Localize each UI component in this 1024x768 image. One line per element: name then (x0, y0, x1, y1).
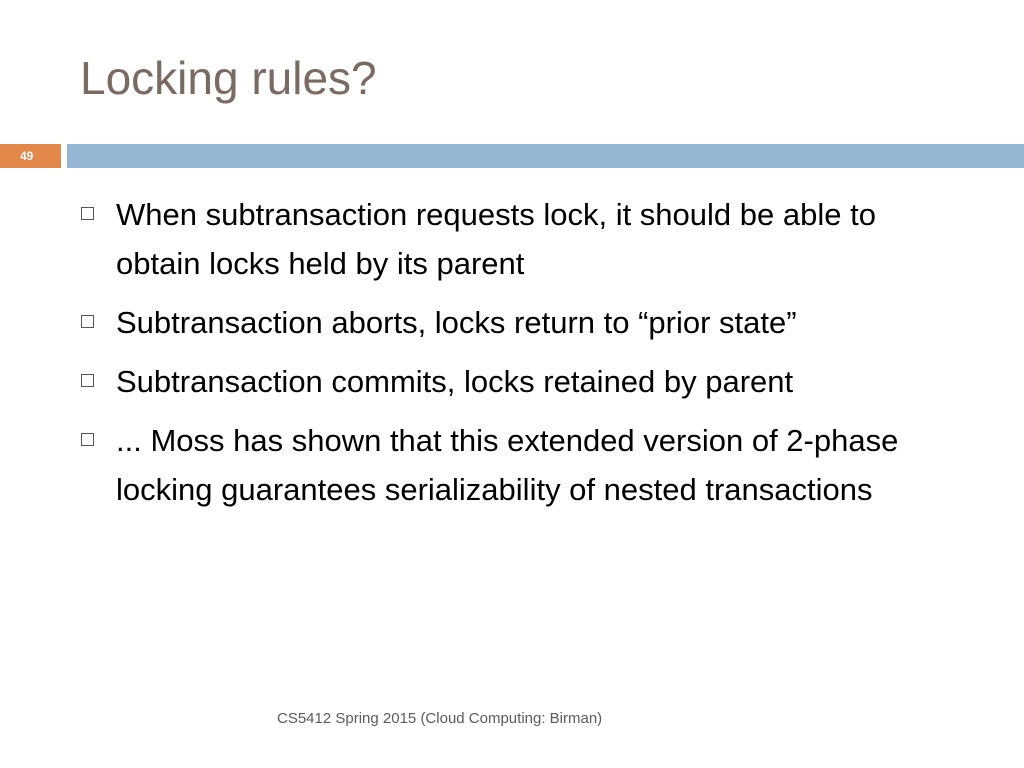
slide-footer: CS5412 Spring 2015 (Cloud Computing: Birman) (277, 710, 603, 727)
square-bullet-icon (81, 374, 94, 387)
square-bullet-icon (81, 433, 94, 446)
bullet-item (78, 357, 958, 406)
bullet-item (78, 298, 958, 347)
bullet-item (78, 416, 958, 514)
bullet-item (78, 190, 958, 288)
bullet-text: Subtransaction commits, locks retained by parent (116, 364, 794, 399)
square-bullet-icon (81, 315, 94, 328)
bullet-text: When subtransaction requests lock, it should be able to obtain locks held by its parent (116, 197, 876, 281)
slide-title: Locking rules? (80, 52, 377, 104)
slide-number-badge: 49 (0, 144, 61, 168)
square-bullet-icon (81, 207, 94, 220)
bullet-text: ... Moss has shown that this extended version of 2-phase locking guarantees serializability of nested transactions (116, 423, 899, 507)
bullet-list (78, 190, 958, 524)
header-bar (67, 144, 1024, 168)
bullet-text: Subtransaction aborts, locks return to “prior state” (116, 305, 797, 340)
